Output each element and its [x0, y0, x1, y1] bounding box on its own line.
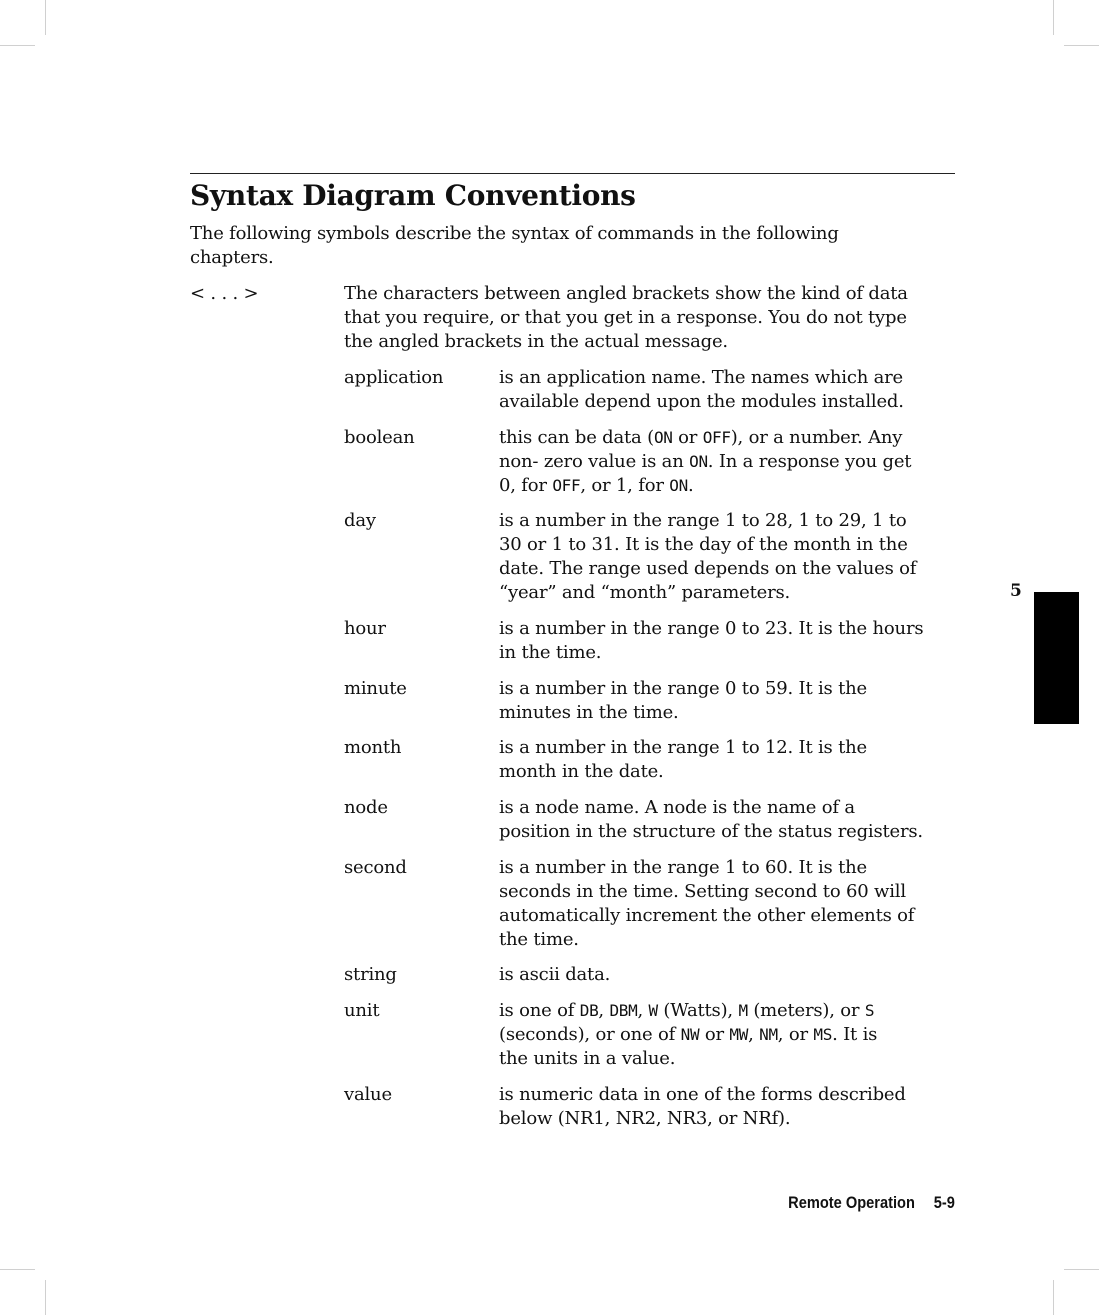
definition-value: is numeric data in one of the forms described below (NR1, NR2, NR3, or NRf). — [499, 1084, 906, 1129]
angle-bracket-symbol: < . . . > — [190, 283, 259, 304]
crop-mark — [1053, 1280, 1054, 1315]
definition-hour: is a number in the range 0 to 23. It is the hours in the time. — [499, 618, 924, 663]
definition-month: is a number in the range 1 to 12. It is the month in the date. — [499, 737, 867, 782]
definition-application: is an application name. The names which are available depend upon the modules installed. — [499, 367, 904, 412]
definition-string: is ascii data. — [499, 964, 611, 985]
crop-mark — [1064, 1269, 1099, 1270]
term-value: value — [344, 1084, 392, 1105]
crop-mark — [0, 45, 35, 46]
term-month: month — [344, 737, 402, 758]
term-node: node — [344, 797, 388, 818]
crop-mark — [45, 0, 46, 35]
term-boolean: boolean — [344, 427, 415, 448]
term-second: second — [344, 857, 407, 878]
footer-section: Remote Operation — [788, 1193, 915, 1212]
definition-unit: is one of DB, DBM, W (Watts), M (meters), or S (seconds), or one of NW or MW, NM, or MS. It is the units in a value. — [499, 1000, 878, 1069]
term-minute: minute — [344, 678, 407, 699]
term-day: day — [344, 510, 376, 531]
term-string: string — [344, 964, 397, 985]
page-title: Syntax Diagram Conventions — [190, 179, 636, 212]
definition-day: is a number in the range 1 to 28, 1 to 29, 1 to 30 or 1 to 31. It is the day of the month in the date. The range used depends on the values of “year” and “month” parameters. — [499, 510, 917, 603]
crop-mark — [0, 1269, 35, 1270]
chapter-tab-number: 5 — [1010, 581, 1022, 601]
term-application: application — [344, 367, 444, 388]
definition-minute: is a number in the range 0 to 59. It is the minutes in the time. — [499, 678, 867, 723]
intro-paragraph: The following symbols describe the syntax of commands in the following chapters. — [190, 223, 839, 268]
crop-mark — [1064, 45, 1099, 46]
term-unit: unit — [344, 1000, 380, 1021]
definition-node: is a node name. A node is the name of a position in the structure of the status registers. — [499, 797, 923, 842]
angle-bracket-description: The characters between angled brackets show the kind of data that you require, or that you get in a response. You do not type the angled brackets in the actual message. — [344, 283, 908, 352]
definition-boolean: this can be data (ON or OFF), or a number. Any non- zero value is an ON. In a response you get 0, for OFF, or 1, for ON. — [499, 427, 912, 496]
definition-second: is a number in the range 1 to 60. It is the seconds in the time. Setting second to 60 will automatically increment the other elements of the time. — [499, 857, 915, 950]
heading-rule — [190, 173, 955, 174]
page-footer — [788, 1193, 955, 1213]
term-hour: hour — [344, 618, 386, 639]
crop-mark — [1053, 0, 1054, 35]
chapter-thumb-tab — [1034, 592, 1079, 724]
crop-mark — [45, 1280, 46, 1315]
footer-page-number: 5-9 — [933, 1193, 955, 1212]
